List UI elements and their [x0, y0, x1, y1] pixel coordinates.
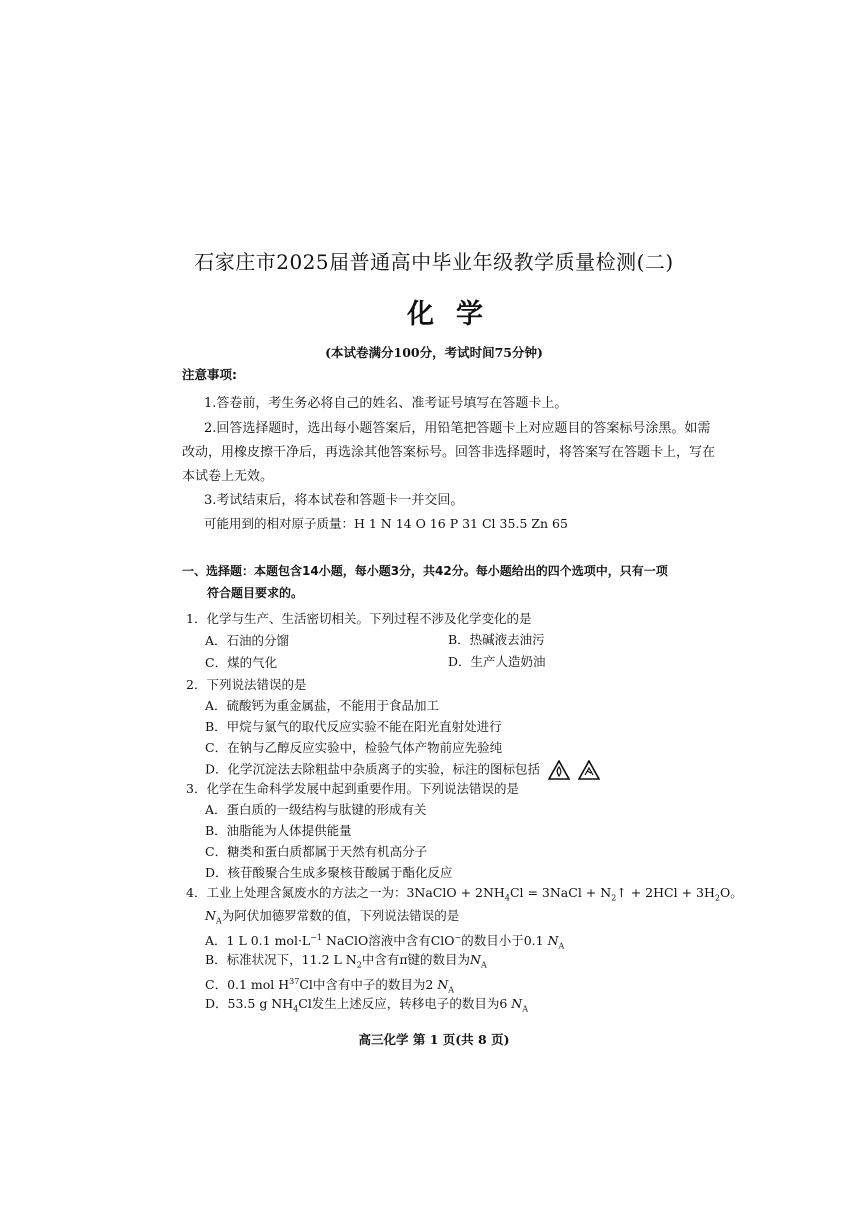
option-b-part-1: B．标准状况下，11.2 L N [205, 952, 357, 967]
question-4-stem-text: 4．工业上处理含氮废水的方法之一为： [186, 885, 407, 900]
question-1-option-b: B．热碱液去油污 [448, 632, 545, 647]
question-4-option-b: B．标准状况下，11.2 L $N_2$中含有π键的数目为$N_A$ [205, 952, 487, 970]
subject-title: 化学 [407, 299, 505, 330]
question-4-option-a: A．1 L 0.1 $mol\cdot L^{-1}$ NaClO溶液中含有ClO−的数目小于0.1 $N_A$ [205, 933, 565, 951]
question-4-stem-2-text: 为阿伏加德罗常数的值，下列说法错误的是 [221, 908, 460, 923]
question-1-stem: 1．化学与生产、生活密切相关。下列过程不涉及化学变化的是 [186, 611, 532, 626]
note-item-3: 3.考试结束后，将本试卷和答题卡一并交回。 [204, 493, 464, 508]
exam-info: (本试卷满分100分，考试时间75分钟) [325, 345, 543, 360]
question-3-option-d: D．核苷酸聚合生成多聚核苷酸属于酯化反应 [205, 865, 453, 880]
question-2-option-d-text: D．化学沉淀法去除粗盐中杂质离子的实验，标注的图标包括 [205, 761, 541, 777]
question-4-stem [186, 884, 743, 908]
section-heading-line-1: 一、选择题：本题包含14小题，每小题3分，共42分。每小题给出的四个选项中，只有一项 [182, 564, 668, 578]
option-a-part-3: 的数目小于0.1 [461, 933, 548, 949]
question-2-option-c: C．在钠与乙醇反应实验中，检验气体产物前应先验纯 [205, 740, 503, 755]
question-2-option-a: A．硫酸钙为重金属盐，不能用于食品加工 [205, 698, 440, 713]
section-heading-line-2: 符合题目要求的。 [207, 586, 304, 600]
option-a-part-1: A．1 L 0.1 mol·L [205, 933, 311, 949]
question-1-option-d: D．生产人造奶油 [448, 654, 546, 669]
question-2-option-d [205, 760, 600, 780]
avogadro-symbol: $N_A$ [205, 908, 222, 926]
option-a-part-2: NaClO溶液中含有ClO [322, 933, 455, 949]
option-d-part-1: D．53.5 g NH [205, 996, 294, 1011]
question-2-option-b: B．甲烷与氯气的取代反应实验不能在阳光直射处进行 [205, 719, 502, 734]
question-1-option-c: C．煤的气化 [205, 655, 278, 670]
exam-title: 石家庄市2025届普通高中毕业年级教学质量检测(二) [194, 250, 674, 274]
note-item-2-line-3: 本试卷上无效。 [182, 469, 274, 484]
note-item-2-line-2: 改动，用橡皮擦干净后，再选涂其他答案标号。回答非选择题时，将答案写在答题卡上，写在 [182, 445, 716, 460]
explosive-hazard-icon [578, 760, 600, 780]
question-2-stem: 2．下列说法错误的是 [186, 677, 307, 692]
question-4-option-c: C．0.1 mol $H^{37}Cl$中含有中子的数目为2 $N_A$ [205, 977, 455, 995]
flammable-hazard-icon [548, 760, 570, 780]
note-item-2-line-1: 2.回答选择题时，选出每小题答案后，用铅笔把答题卡上对应题目的答案标号涂黑。如需 [204, 421, 711, 436]
atomic-masses: 可能用到的相对原子质量：H 1 N 14 O 16 P 31 Cl 35.5 Zn 65 [204, 516, 568, 531]
option-d-part-2: Cl发生上述反应，转移电子的数目为6 [298, 996, 512, 1011]
page-footer: 高三化学 第 1 页(共 8 页) [358, 1032, 510, 1047]
question-3-option-c: C．糖类和蛋白质都属于天然有机高分子 [205, 844, 428, 859]
note-item-1: 1.答卷前，考生务必将自己的姓名、准考证号填写在答题卡上。 [204, 396, 568, 411]
question-3-option-a: A．蛋白质的一级结构与肽键的形成有关 [205, 802, 427, 817]
notes-heading: 注意事项: [182, 367, 237, 382]
option-c-part-1: C．0.1 mol H [205, 977, 290, 993]
question-3-option-b: B．油脂能为人体提供能量 [205, 823, 352, 838]
question-1-option-a: A．石油的分馏 [205, 633, 290, 648]
option-c-part-2: Cl中含有中子的数目为2 [299, 977, 438, 993]
question-4-equation: 3NaClO + $2NH_4Cl$ = 3NaCl + $N_2↑ + 2HCl + 3H_2O$。 [406, 885, 743, 903]
option-b-part-2: 中含有π键的数目为 [361, 952, 471, 967]
question-4-stem-2 [205, 907, 459, 931]
question-3-stem: 3．化学在生命科学发展中起到重要作用。下列说法错误的是 [186, 781, 519, 796]
question-4-option-d: D．53.5 g $NH_4Cl$发生上述反应，转移电子的数目为6 $N_A$ [205, 996, 528, 1014]
